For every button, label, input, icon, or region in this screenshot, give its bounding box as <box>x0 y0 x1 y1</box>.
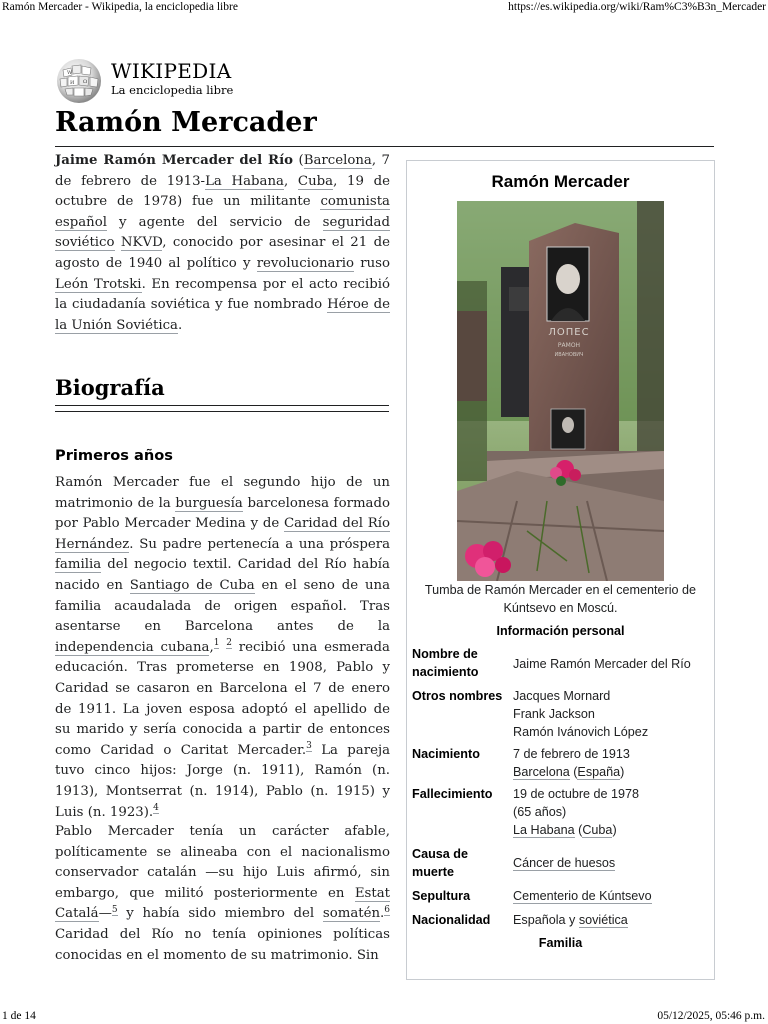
lead-paragraph <box>55 151 390 336</box>
reference-3[interactable]: 3 <box>306 741 312 752</box>
bio-paragraph-1 <box>55 473 390 823</box>
infobox-value: 19 de octubre de 1978 (65 años) La Habana (Cuba) <box>513 785 713 839</box>
infobox-label: Nacimiento <box>412 747 480 761</box>
print-footer <box>0 1008 768 1024</box>
conjunction: y <box>565 913 579 927</box>
svg-text:Ω: Ω <box>83 79 88 85</box>
infobox-row-nacionalidad <box>412 911 714 931</box>
infobox-section-familia: Familia <box>538 936 583 950</box>
reference-6[interactable]: 6 <box>384 904 390 915</box>
tomb-photo[interactable] <box>457 201 664 581</box>
link-revolucionario[interactable]: revolucionario <box>256 255 355 271</box>
body-text: , <box>209 639 214 655</box>
link-santiago-de-cuba[interactable]: Santiago de Cuba <box>129 577 255 593</box>
link-la-habana[interactable]: La Habana <box>205 173 284 189</box>
print-header <box>0 0 768 16</box>
body-text: del negocio textil. Caridad del Río había nacido en <box>55 557 390 593</box>
tomb-inscription-surname: ЛОПЕС <box>548 327 590 338</box>
tomb-inscription-patronymic: ИВАНОВИЧ <box>554 352 584 358</box>
link-cementerio-kuntsevo[interactable]: Cementerio de Kúntsevo <box>513 889 652 903</box>
title-divider <box>55 146 714 147</box>
body-text: . Su padre pertenecía a una próspera <box>129 536 390 552</box>
body-text: Caridad del Río no tenía opiniones políticas conocidas en el momento de su matrimonio. Sin <box>55 926 390 963</box>
infobox-label: Fallecimiento <box>412 787 493 801</box>
body-text: . <box>380 906 385 922</box>
infobox-section-personal: Información personal <box>496 624 625 638</box>
body-text: recibió una esmerada educación. Tras prometerse en 1908, Pablo y Caridad se casaron en Barcelona el 7 de enero de 1911. La joven esposa adoptó el apellido de su marido y sería conocida a partir de entonces como Caridad o Caritat Mercader. <box>55 639 390 758</box>
infobox-value <box>513 854 713 872</box>
subsection-heading-primeros-anos: Primeros años <box>55 447 173 464</box>
other-name: Jacques Mornard <box>513 689 611 703</box>
reference-2[interactable]: 2 <box>226 638 232 649</box>
infobox-row-causa <box>412 845 714 883</box>
death-date: 19 de octubre de 1978 <box>513 787 640 801</box>
other-name: Ramón Ivánovich López <box>513 725 649 739</box>
lead-text: . En recompensa por el acto recibió la ciudadanía soviética y fue nombrado <box>55 276 391 313</box>
lead-text <box>115 235 121 250</box>
infobox-row-otros-nombres <box>412 687 714 743</box>
link-cuba[interactable]: Cuba <box>297 173 334 189</box>
print-page-title: Ramón Mercader - Wikipedia, la enciclopedia libre <box>2 1 238 13</box>
section-divider <box>55 411 389 412</box>
nationality-spanish: Española <box>513 913 566 927</box>
link-burguesia[interactable]: burguesía <box>175 495 243 511</box>
body-text: La pareja tuvo cinco hijos: Jorge (n. 1911), Ramón (n. 1913), Montserrat (n. 1914), Pablo (n. 1915) y Luis (n. 1923). <box>55 742 390 820</box>
link-barcelona[interactable]: Barcelona <box>303 153 372 168</box>
link-comunista-espanol[interactable]: comunista español <box>55 194 390 230</box>
infobox-value <box>513 687 713 741</box>
body-text: Ramón Mercader fue el segundo hijo de un matrimonio de la <box>55 475 390 511</box>
infobox-value: Jaime Ramón Mercader del Río <box>513 657 691 671</box>
link-sovietica[interactable]: soviética <box>578 913 628 927</box>
link-espana[interactable]: España <box>577 765 621 779</box>
birth-date: 7 de febrero de 1913 <box>513 747 630 761</box>
link-seguridad-sovietico[interactable]: seguridad soviético <box>55 214 390 251</box>
infobox-label: Causa de muerte <box>412 847 468 879</box>
print-page-url[interactable]: https://es.wikipedia.org/wiki/Ram%C3%B3n_Mercader <box>508 1 766 13</box>
link-caridad-del-rio[interactable]: Caridad del Río Hernández <box>55 516 390 552</box>
infobox-value <box>513 887 713 905</box>
infobox-label: Otros nombres <box>412 689 503 703</box>
body-text: y había sido miembro del <box>117 906 323 922</box>
link-estat-catala[interactable]: Estat Catalá <box>55 885 390 922</box>
link-leon-trotski[interactable]: León Trotski <box>55 276 142 292</box>
lead-name: Jaime Ramón Mercader del Río <box>55 153 294 168</box>
death-age: (65 años) <box>513 805 567 819</box>
link-cuba[interactable]: Cuba <box>582 823 613 837</box>
print-page-number: 1 de 14 <box>2 1010 36 1022</box>
infobox-value: 7 de febrero de 1913 Barcelona (España) <box>513 745 713 781</box>
infobox-value <box>513 911 713 929</box>
reference-4[interactable]: 4 <box>153 803 159 814</box>
wikipedia-wordmark[interactable]: WIKIPEDIA <box>111 59 232 83</box>
infobox-row-fallecimiento <box>412 785 714 841</box>
infobox <box>406 160 715 980</box>
wikipedia-globe-logo[interactable] <box>55 58 103 104</box>
infobox-title: Ramón Mercader <box>491 172 630 191</box>
lead-text: , 7 de febrero de 1913- <box>55 153 390 189</box>
section-divider <box>55 405 389 406</box>
section-heading-biografia: Biografía <box>55 375 165 400</box>
body-text: Pablo Mercader tenía un carácter afable, políticamente se alineaba con el nacionalismo conservador catalán —su hijo Luis afirmó, sin embargo, que militó posteriormente en <box>55 824 390 901</box>
link-heroe-union-sovietica[interactable]: Héroe de la Unión Soviética <box>55 297 391 333</box>
link-somaten[interactable]: somatén <box>322 906 381 922</box>
tomb-inscription-given: РАМОН <box>557 342 581 349</box>
page-title: Ramón Mercader <box>55 107 317 138</box>
infobox-row-sepultura <box>412 887 714 907</box>
bio-paragraph-2 <box>55 822 390 966</box>
reference-5[interactable]: 5 <box>111 904 118 915</box>
lead-text: , <box>283 173 298 189</box>
lead-text: . <box>177 317 183 333</box>
reference-1[interactable]: 1 <box>213 638 220 649</box>
infobox-row-nacimiento <box>412 745 714 783</box>
infobox-row-nombre <box>412 645 714 685</box>
other-name: Frank Jackson <box>513 707 595 721</box>
svg-text:И: И <box>70 80 75 86</box>
lead-text: , conocido por asesinar el 21 de agosto de 1940 al político y <box>55 235 390 271</box>
wikipedia-tagline: La enciclopedia libre <box>111 83 234 97</box>
print-datetime: 05/12/2025, 05:46 p.m. <box>657 1010 765 1022</box>
infobox-caption: Tumba de Ramón Mercader en el cementerio de Kúntsevo en Moscú. <box>424 583 697 615</box>
body-text: barcelonesa formado por Pablo Mercader Medina y de <box>55 495 390 532</box>
lead-text: ruso <box>354 255 390 271</box>
svg-text:W: W <box>67 70 73 76</box>
infobox-label: Nacionalidad <box>412 913 491 927</box>
link-familia[interactable]: familia <box>55 557 102 573</box>
lead-text: ( <box>293 153 304 168</box>
body-text: en el seno de una familia acaudalada de origen español. Tras asentarse en Barcelona antes de la <box>55 577 390 635</box>
link-barcelona[interactable]: Barcelona <box>513 765 570 779</box>
article-lead <box>55 151 390 336</box>
link-independencia-cubana[interactable]: independencia cubana <box>55 639 210 655</box>
link-cancer-de-huesos[interactable]: Cáncer de huesos <box>513 856 616 870</box>
infobox-label: Sepultura <box>412 889 471 903</box>
link-la-habana[interactable]: La Habana <box>513 823 575 837</box>
body-text: — <box>98 906 112 922</box>
infobox-label: Nombre de nacimiento <box>412 647 479 679</box>
lead-text: y agente del servicio de <box>106 214 323 230</box>
link-nkvd[interactable]: NKVD <box>120 235 163 251</box>
lead-text: , 19 de octubre de 1978) fue un militante <box>55 173 390 210</box>
